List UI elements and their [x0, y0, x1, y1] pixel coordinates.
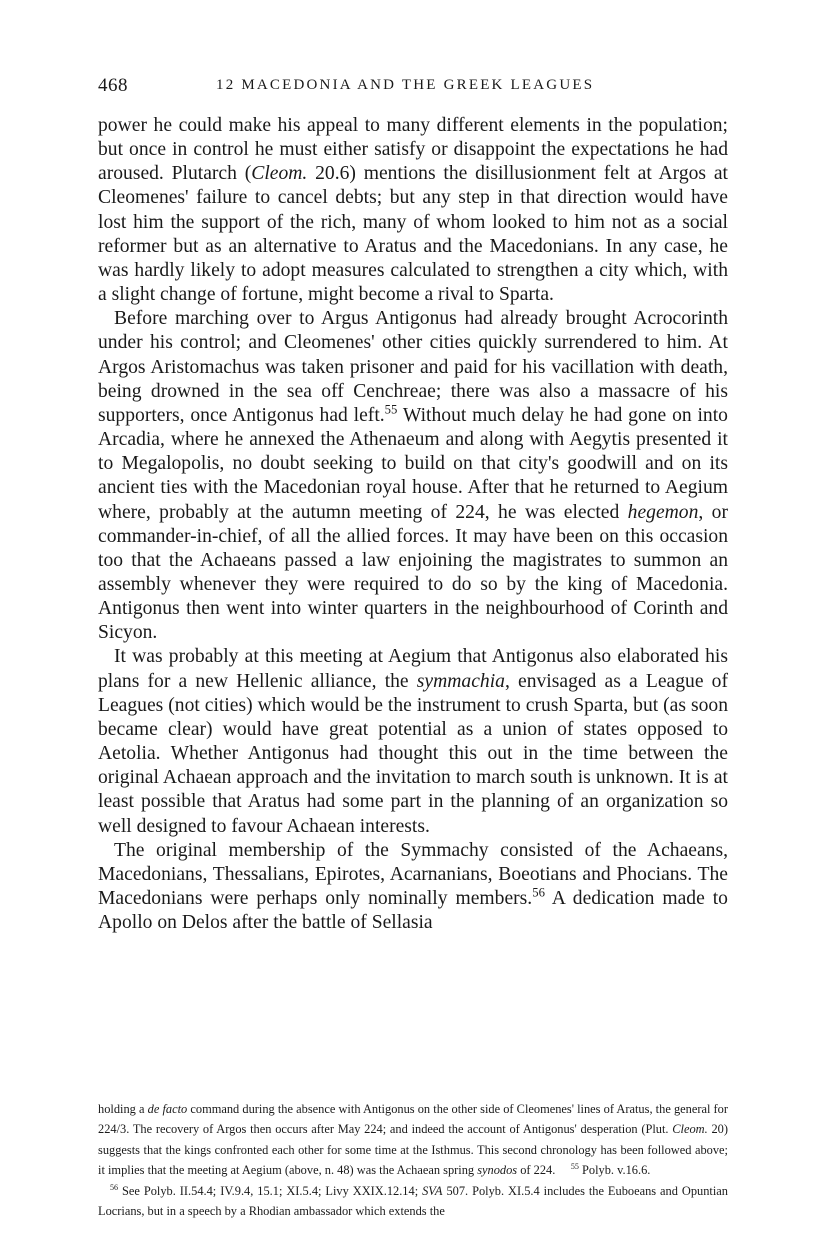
citation: Cleom. — [251, 163, 308, 185]
page-header — [98, 75, 728, 105]
paragraph-1: power he could make his appeal to many different elements in the population; but once in control he must either satisfy or disappoint the expectations he had aroused. Plutarch (Cleom. 20.6) mentions the disillusionment felt at Argos at Cleomenes' failure to cancel debts; but any step in that direction would have lost him the support of the rich, many of whom looked to him not as a social reformer but as an alternative to Aratus and the Macedonians. In any case, he was hardly likely to adopt measures calculated to strengthen a city which, with a slight change of fortune, might become a rival to Sparta. — [98, 115, 729, 306]
term-symmachia: symmachia — [416, 670, 505, 692]
running-head: 12 MACEDONIA AND THE GREEK LEAGUES — [216, 77, 595, 93]
footnote-ref-55: 55 — [384, 402, 398, 417]
footnote-continued: holding a de facto command during the absence with Antigonus on the other side of Cleomenes' lines of Aratus, the general for 224/3. The recovery of Argos then occurs after May 224; and indeed the account of Antigonus' desperation (Plut. Cleom. 20) suggests that the kings confronted each other for some time at the Isthmus. This second chronology has been followed above; it implies that the meeting at Aegium (above, n. 48) was the Achaean spring synodos of 224. $^{55}$ Polyb. v.16.6. — [98, 1102, 728, 1178]
footnote-56: $^{56}$ See Polyb. II.54.4; IV.9.4, 15.1; XI.5.4; Livy XXIX.12.14; SVA 507. Polyb. XI.5.4 includes the Euboeans and Opuntian Locrians, but in a speech by a Rhodian ambassador which extends the — [98, 1182, 728, 1219]
paragraph-2: Before marching over to Argus Antigonus had already brought Acrocorinth under his control; and Cleomenes' other cities quickly surrendered to him. At Argos Aristomachus was taken prisoner and paid for his vacillation with death, being drowned in the sea off Cenchreae; there was also a massacre of his supporters, once Antigonus had left.$^{55}$ Without much delay he had gone on into Arcadia, where he annexed the Athenaeum and along with Aegytis presented it to Megalopolis, no doubt seeking to build on that city's goodwill and on its ancient ties with the Macedonian royal house. After that he returned to Aegium where, probably at the autumn meeting of 224, he was elected hegemon, or commander-in-chief, of all the allied forces. It may have been on this occasion too that the Achaeans passed a law enjoining the magistrates to summon an assembly whenever they were required to do so by the king of Macedonia. Antigonus then went into winter quarters in the neighbourhood of Corinth and Sicyon. — [98, 308, 728, 644]
paragraph-4: The original membership of the Symmachy consisted of the Achaeans, Macedonians, Thessalians, Epirotes, Acarnanians, Boeotians and Phocians. The Macedonians were perhaps only nominally members.$^{56}$ A dedication made to Apollo on Delos after the battle of Sellasia — [98, 839, 728, 934]
page-number: 468 — [98, 75, 128, 96]
paragraph-3: It was probably at this meeting at Aegium that Antigonus also elaborated his plans for a new Hellenic alliance, the symmachia, envisaged as a League of Leagues (not cities) which would be the instrument to crush Sparta, but (as soon became clear) would have great potential as a union of states opposed to Aetolia. Whether Antigonus had thought this out in the time between the original Achaean approach and the invitation to march south is unknown. It is at least possible that Aratus had some part in the planning of an organization so well designed to favour Achaean interests. — [98, 646, 728, 837]
term-hegemon: hegemon — [627, 501, 699, 523]
footnote-ref-56: 56 — [532, 885, 545, 900]
footnote-number-56: 56 — [110, 1182, 119, 1192]
footnotes — [98, 1099, 728, 1221]
footnote-number-55: 55 — [570, 1162, 579, 1172]
main-text — [98, 114, 728, 935]
